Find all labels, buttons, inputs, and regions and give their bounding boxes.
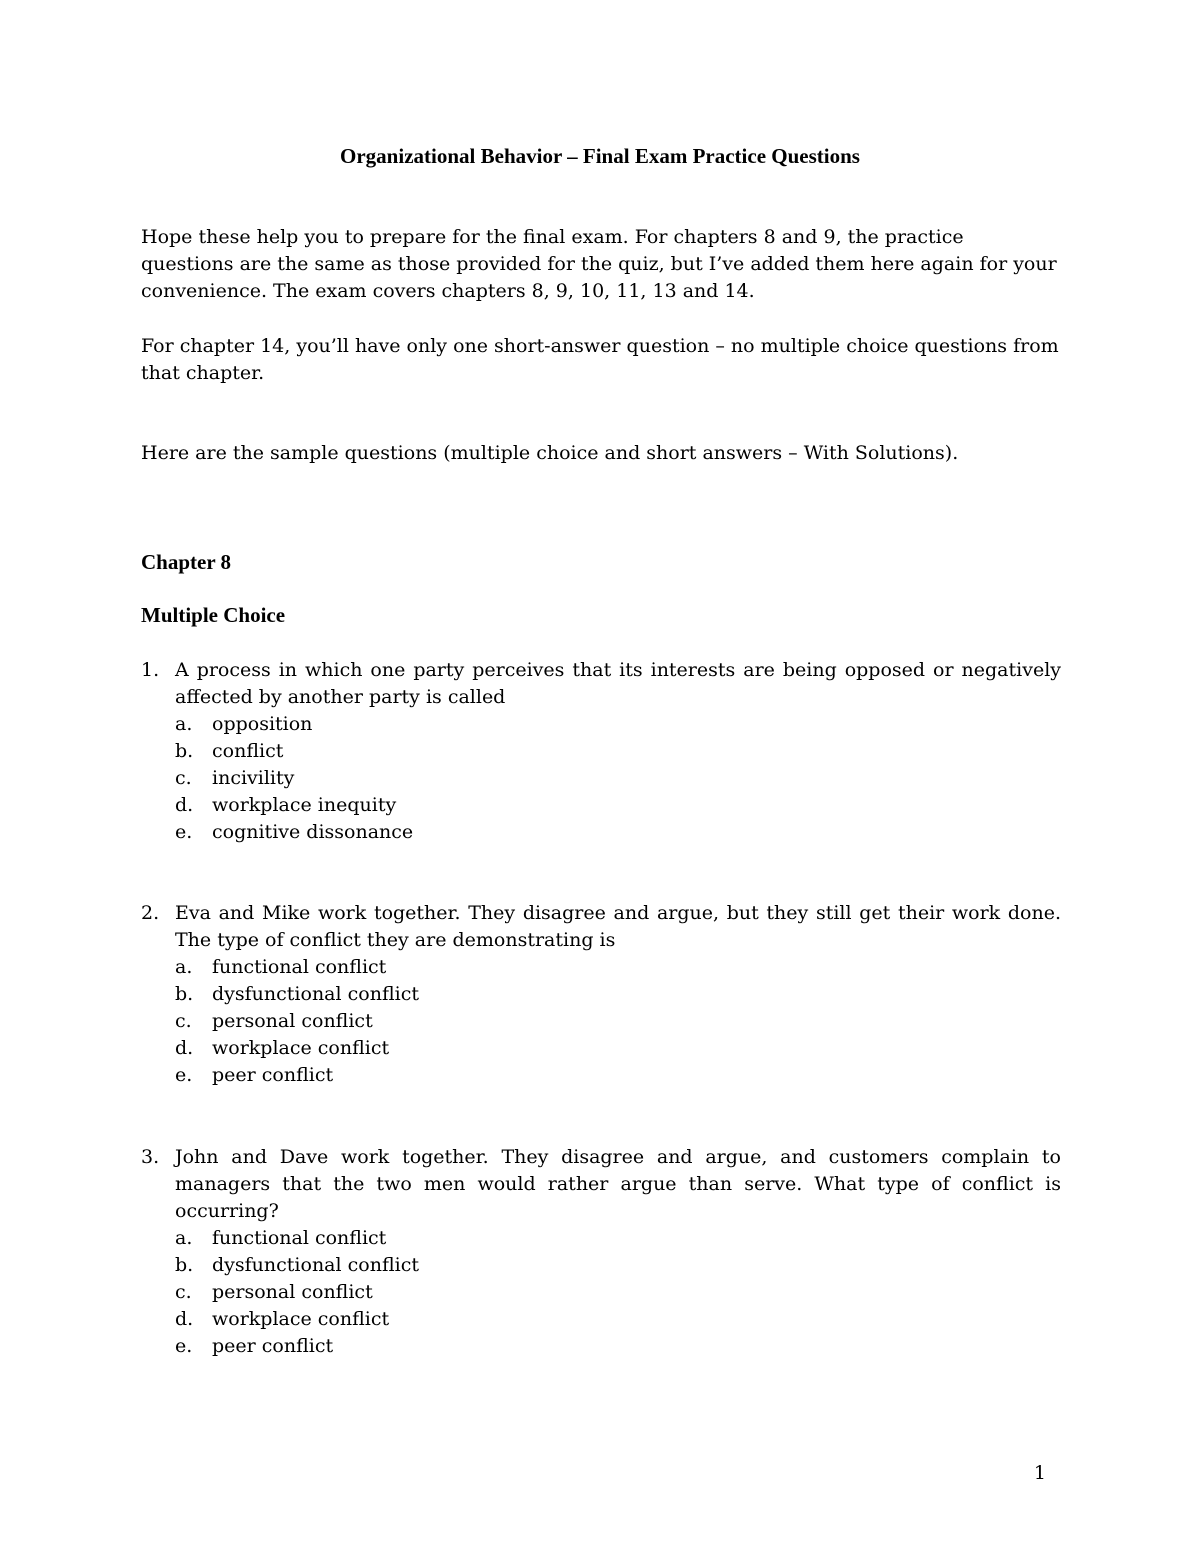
answer-option xyxy=(141,1008,1061,1035)
answer-option xyxy=(141,1333,1061,1360)
option-text: conflict xyxy=(212,740,284,762)
question-number: 1. xyxy=(141,659,160,681)
option-letter: a. xyxy=(175,956,193,978)
answer-option xyxy=(141,981,1061,1008)
answer-option xyxy=(141,1062,1061,1089)
option-text: cognitive dissonance xyxy=(212,821,414,843)
option-text: incivility xyxy=(212,767,295,789)
intro-paragraph-1: Hope these help you to prepare for the final exam. For chapters 8 and 9, the practice questions are the same as those provided for the quiz, but I’ve added them here again for your convenience. The exam covers chapters 8, 9, 10, 11, 13 and 14. xyxy=(141,226,1057,302)
option-letter: a. xyxy=(175,713,193,735)
question-number: 3. xyxy=(141,1146,160,1168)
question-text: A process in which one party perceives that its interests are being opposed or negatively affected by another party is called xyxy=(175,659,1061,708)
question-text: Eva and Mike work together. They disagree and argue, but they still get their work done. The type of conflict they are demonstrating is xyxy=(175,902,1061,951)
option-text: peer conflict xyxy=(212,1335,334,1357)
answer-options xyxy=(141,711,1061,846)
page-title: Organizational Behavior – Final Exam Practice Questions xyxy=(340,144,860,168)
answer-option xyxy=(141,1035,1061,1062)
option-letter: b. xyxy=(175,1254,194,1276)
option-text: dysfunctional conflict xyxy=(212,1254,419,1276)
option-letter: c. xyxy=(175,767,192,789)
question-number: 2. xyxy=(141,902,160,924)
option-text: peer conflict xyxy=(212,1064,334,1086)
option-letter: b. xyxy=(175,740,194,762)
question-2 xyxy=(141,900,1061,1089)
option-letter: e. xyxy=(175,1064,193,1086)
chapter-heading: Chapter 8 xyxy=(141,550,232,574)
option-letter: a. xyxy=(175,1227,193,1249)
option-letter: c. xyxy=(175,1010,192,1032)
option-letter: e. xyxy=(175,1335,193,1357)
answer-option xyxy=(141,738,1061,765)
option-text: functional conflict xyxy=(212,1227,387,1249)
answer-option xyxy=(141,1306,1061,1333)
intro-paragraph-3: Here are the sample questions (multiple choice and short answers – With Solutions). xyxy=(141,442,959,464)
answer-option xyxy=(141,819,1061,846)
answer-option xyxy=(141,1279,1061,1306)
answer-option xyxy=(141,954,1061,981)
answer-option xyxy=(141,1252,1061,1279)
option-text: dysfunctional conflict xyxy=(212,983,419,1005)
answer-options xyxy=(141,1225,1061,1360)
option-text: personal conflict xyxy=(212,1281,373,1303)
option-text: workplace conflict xyxy=(212,1037,390,1059)
option-letter: e. xyxy=(175,821,193,843)
answer-options xyxy=(141,954,1061,1089)
option-text: opposition xyxy=(212,713,313,735)
intro-paragraph-2: For chapter 14, you’ll have only one short-answer question – no multiple choice questions from that chapter. xyxy=(141,335,1059,384)
answer-option xyxy=(141,792,1061,819)
answer-option xyxy=(141,765,1061,792)
page-number: 1 xyxy=(1033,1462,1046,1484)
option-letter: d. xyxy=(175,1308,194,1330)
option-letter: d. xyxy=(175,794,194,816)
option-letter: d. xyxy=(175,1037,194,1059)
answer-option xyxy=(141,1225,1061,1252)
section-heading: Multiple Choice xyxy=(141,603,286,627)
option-text: workplace conflict xyxy=(212,1308,390,1330)
option-text: workplace inequity xyxy=(212,794,397,816)
question-1 xyxy=(141,657,1061,846)
answer-option xyxy=(141,711,1061,738)
option-text: functional conflict xyxy=(212,956,387,978)
question-text: John and Dave work together. They disagree and argue, and customers complain to managers that the two men would rather argue than serve. What type of conflict is occurring? xyxy=(175,1146,1061,1222)
question-3 xyxy=(141,1144,1061,1360)
option-letter: b. xyxy=(175,983,194,1005)
option-letter: c. xyxy=(175,1281,192,1303)
option-text: personal conflict xyxy=(212,1010,373,1032)
